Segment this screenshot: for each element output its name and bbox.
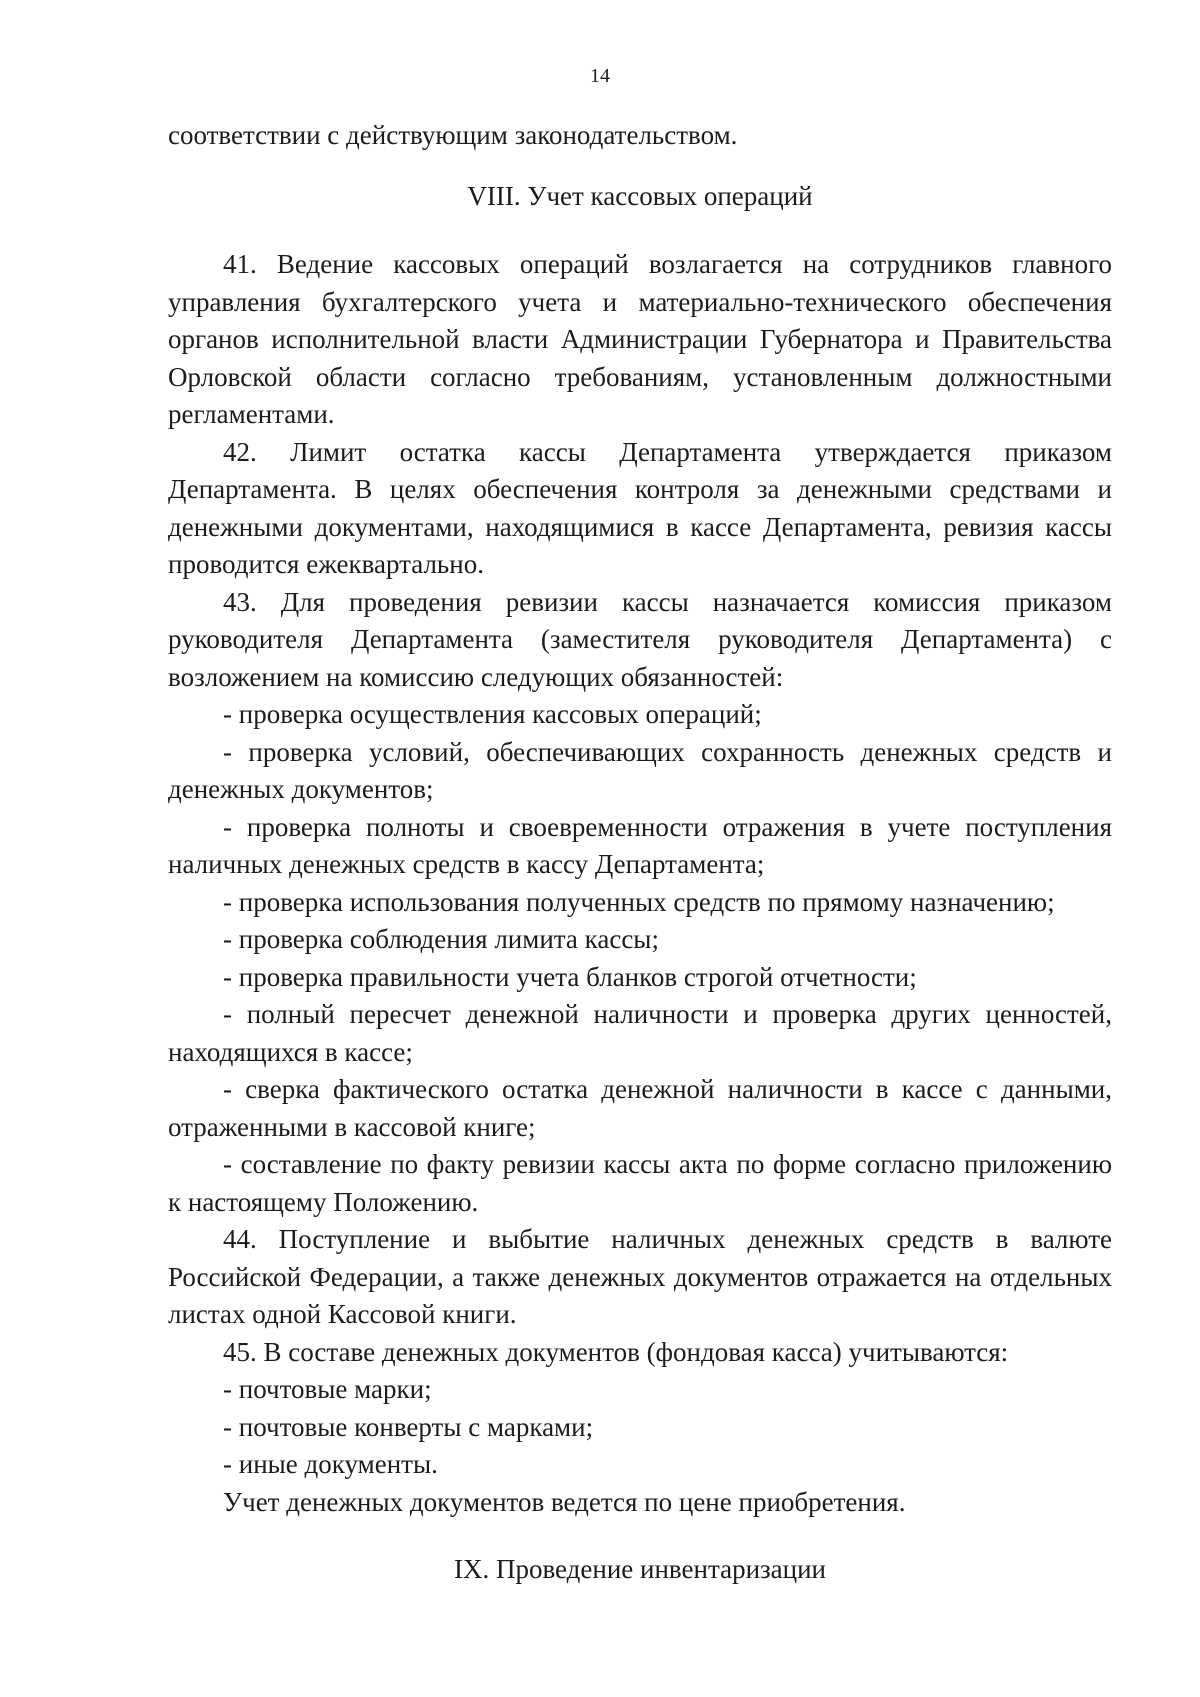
- paragraph-45: 45. В составе денежных документов (фондовая касса) учитываются:: [223, 1336, 1009, 1367]
- section-heading-viii: VIII. Учет кассовых операций: [467, 180, 813, 211]
- paragraph-42: 42. Лимит остатка кассы Департамента утверждается приказом Департамента. В целях обеспечения контроля за денежными средствами и денежными документами, находящимися в кассе Департамента, ревизия кассы проводится ежеквартально.: [168, 436, 1112, 579]
- section-heading-ix: IX. Проведение инвентаризации: [453, 1554, 827, 1584]
- list-item: - проверка условий, обеспечивающих сохранность денежных средств и денежных документов;: [168, 736, 1112, 804]
- paragraph-44: 44. Поступление и выбытие наличных денежных средств в валюте Российской Федерации, а также денежных документов отражается на отдельных листах одной Кассовой книги.: [168, 1224, 1112, 1329]
- list-item: - проверка правильности учета бланков строгой отчетности;: [223, 961, 917, 992]
- list-item: - полный пересчет денежной наличности и проверка других ценностей, находящихся в кассе;: [168, 999, 1112, 1067]
- list-item: - иные документы.: [223, 1449, 438, 1479]
- page-number: 14: [590, 65, 610, 87]
- paragraph-41: 41. Ведение кассовых операций возлагается на сотрудников главного управления бухгалтерского учета и материально-технического обеспечения органов исполнительной власти Администрации Губернатора и Правительства Орловской области согласно требованиям, установленным должностными регламентами.: [168, 249, 1112, 429]
- list-item: - почтовые конверты с марками;: [223, 1411, 594, 1442]
- closing-line: Учет денежных документов ведется по цене приобретения.: [223, 1486, 906, 1517]
- list-item: - проверка полноты и своевременности отражения в учете поступления наличных денежных средств в кассу Департамента;: [168, 811, 1112, 879]
- list-item: - проверка использования полученных средств по прямому назначению;: [223, 886, 1055, 917]
- document-body: [168, 117, 1112, 1589]
- paragraph-43: 43. Для проведения ревизии кассы назначается комиссия приказом руководителя Департамента (заместителя руководителя Департамента) с возложением на комиссию следующих обязанностей:: [168, 586, 1112, 692]
- list-item: - сверка фактического остатка денежной наличности в кассе с данными, отраженными в кассовой книге;: [168, 1074, 1112, 1142]
- list-item: - составление по факту ревизии кассы акта по форме согласно приложению к настоящему Положению.: [168, 1149, 1112, 1217]
- intro-line: соответствии с действующим законодательством.: [168, 120, 738, 150]
- list-item: - проверка соблюдения лимита кассы;: [223, 924, 659, 954]
- list-item: - проверка осуществления кассовых операций;: [223, 699, 762, 729]
- list-item: - почтовые марки;: [223, 1374, 432, 1404]
